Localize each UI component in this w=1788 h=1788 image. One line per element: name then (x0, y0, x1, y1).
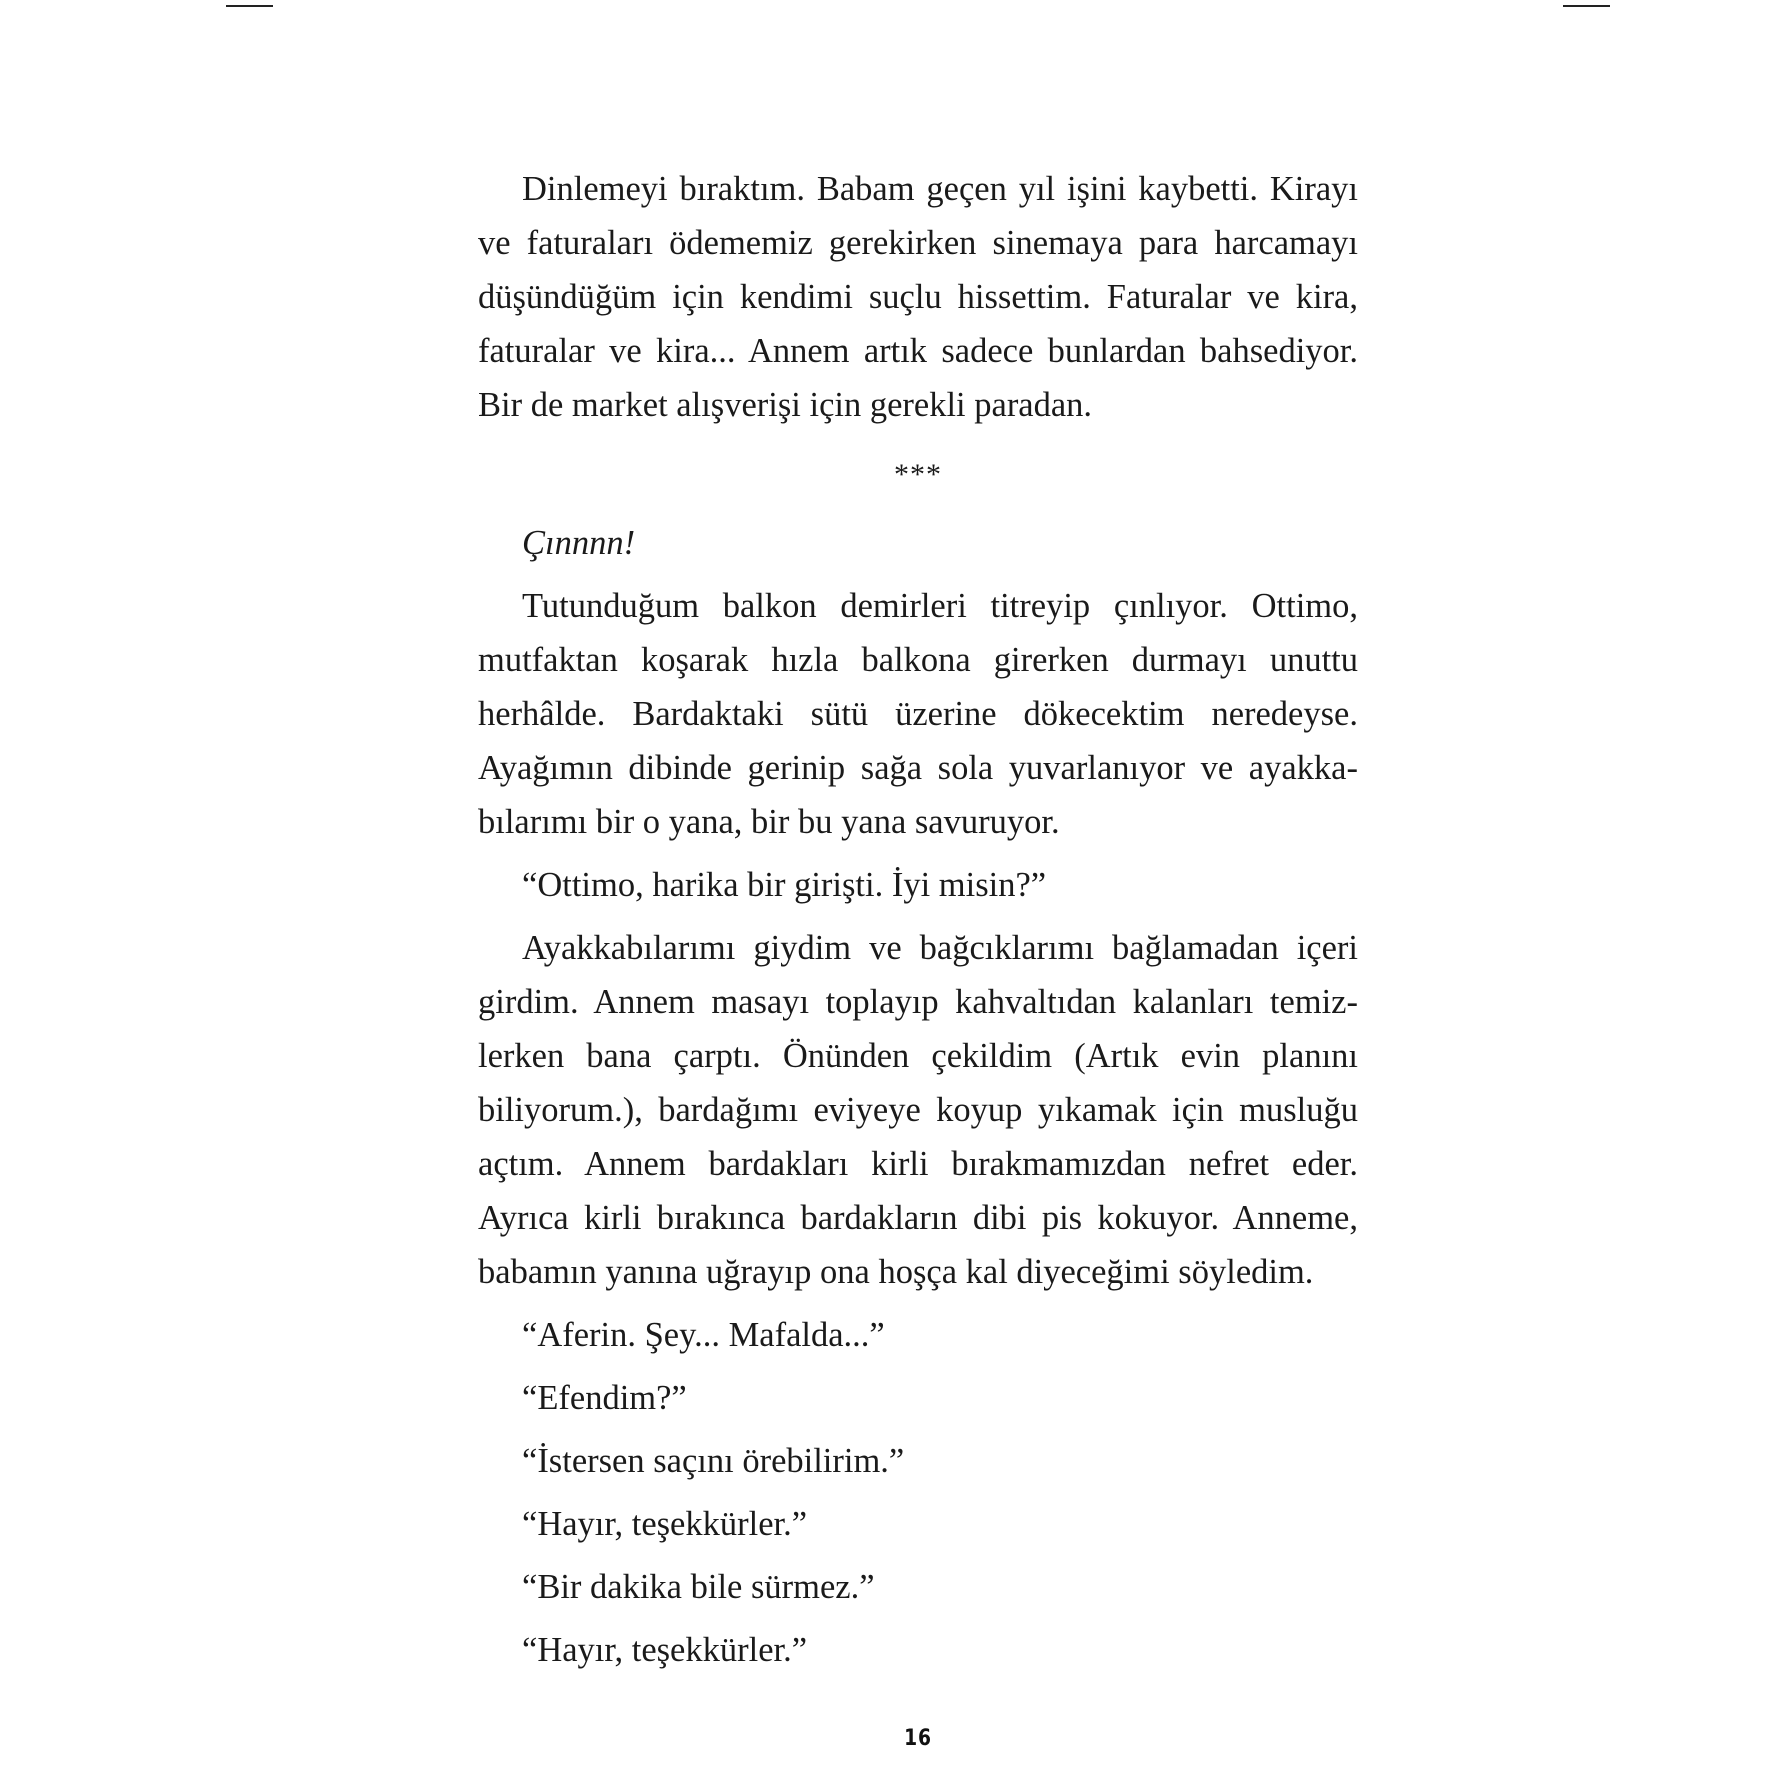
page-number: 16 (904, 1726, 932, 1751)
dialog-line-2: “Aferin. Şey... Mafalda...” (522, 1316, 885, 1354)
crop-mark-right (1563, 5, 1610, 7)
paragraph-3: Ayakkabılarımı giydim ve bağcıklarımı bağlamadan içeri girdim. Annem masayı toplayıp kahvaltıdan kalanları temizlerken bana çarptı. Önünden çekildim (Artık evin planını biliyorum.), bardağımı eviyeye koyup yıkamak için musluğu açtım. Annem bardakları kirli bırakmamızdan nefret eder. Ayrıca kirli bırakınca bardakların dibi pis kokuyor. Anneme, babamın yanına uğrayıp ona hoşça kal diyeceğimi söyledim. (478, 929, 1358, 1291)
page-body (478, 162, 1358, 1677)
dialog-line-5: “Hayır, teşekkürler.” (522, 1505, 808, 1543)
dialog-line-6: “Bir dakika bile sürmez.” (522, 1568, 875, 1606)
paragraph-1: Dinlemeyi bıraktım. Babam geçen yıl işini kaybetti. Kirayı ve faturaları ödememiz gerekirken sinemaya para harcamayı düşündüğüm için kendimi suçlu hissettim. Faturalar ve kira, faturalar ve kira... Annem artık sadece bunlardan bahsediyor. Bir de market alışverişi için gerekli paradan. (478, 170, 1358, 424)
dialog-line-1: “Ottimo, harika bir girişti. İyi misin?” (522, 866, 1047, 904)
sound-effect: Çınnnn! (522, 524, 636, 562)
crop-mark-left (226, 5, 273, 7)
dialog-line-3: “Efendim?” (522, 1379, 687, 1417)
dialog-line-4: “İstersen saçını örebilirim.” (522, 1442, 905, 1480)
section-separator: *** (894, 458, 942, 491)
paragraph-2: Tutunduğum balkon demirleri titreyip çınlıyor. Ottimo, mutfaktan koşarak hızla balkona girerken durmayı unuttu herhâlde. Bardaktaki sütü üzerine dökecektim neredeyse. Ayağımın dibinde gerinip sağa sola yuvarlanıyor ve ayakkabılarımı bir o yana, bir bu yana savuruyor. (478, 587, 1358, 841)
dialog-line-7: “Hayır, teşekkürler.” (522, 1631, 808, 1669)
